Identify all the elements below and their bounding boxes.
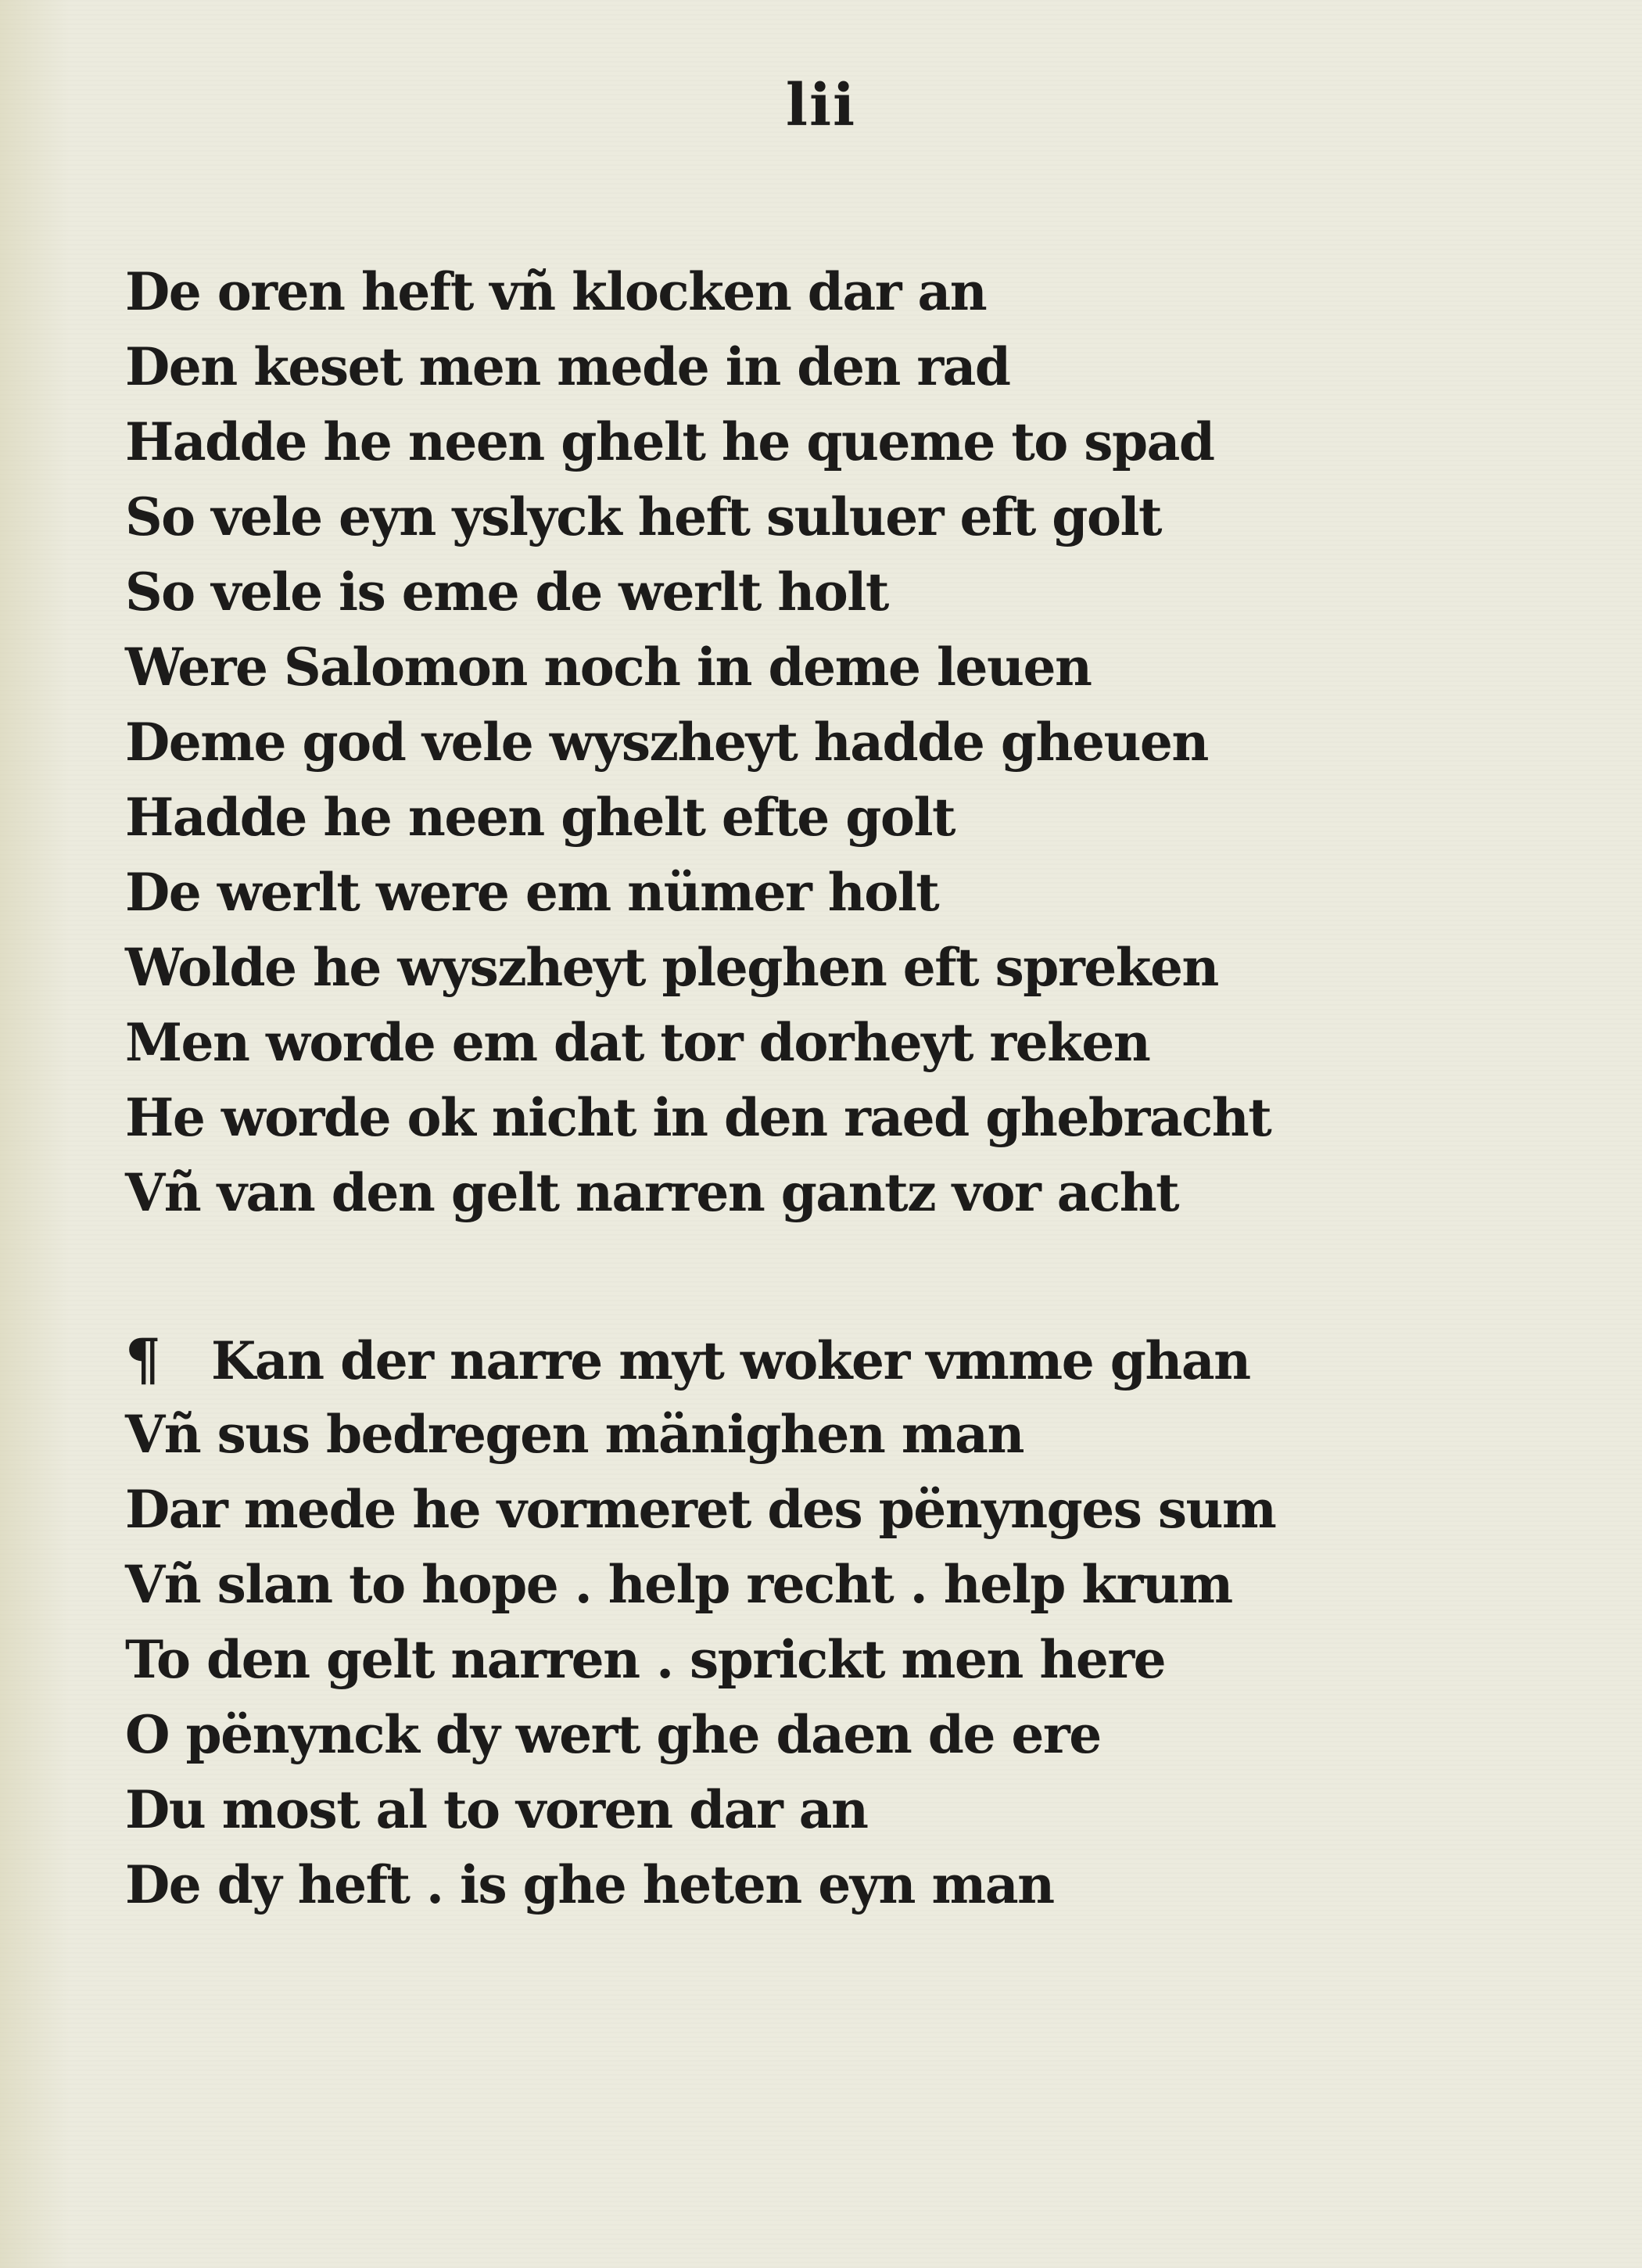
verse-line: Vñ sus bedregen mänighen man [125,1404,1024,1465]
verse-line: Hadde he neen ghelt he queme to spad [125,411,1214,472]
verse-line: Den keset men mede in den rad [125,336,1010,397]
verse-line: De dy heft . is ghe heten eyn man [125,1854,1054,1915]
verse-line: Dar mede he vormeret des pënynges sum [125,1479,1276,1540]
verse-line: To den gelt narren . sprickt men here [125,1629,1166,1690]
verse-line: He worde ok nicht in den raed ghebracht [125,1087,1271,1148]
verse-line: Vñ van den gelt narren gantz vor acht [125,1162,1179,1223]
verse-line: So vele eyn yslyck heft suluer eft golt [125,486,1162,547]
verse-line: Men worde em dat tor dorheyt reken [125,1012,1150,1073]
verse-line: Were Salomon noch in deme leuen [125,637,1092,698]
stanza-one [125,254,1271,1230]
verse-line-text: Kan der narre myt woker vmme ghan [211,1330,1250,1391]
verse-line: De oren heft vñ klocken dar an [125,261,987,322]
verse-line [125,1322,1275,1397]
verse-line: O pënynck dy wert ghe daen de ere [125,1704,1101,1765]
verse-line: Deme god vele wyszheyt hadde gheuen [125,712,1208,773]
verse-line: Vñ slan to hope . help recht . help krum [125,1554,1232,1615]
verse-line: De werlt were em nümer holt [125,862,939,923]
pilcrow-mark: ¶ [125,1326,161,1392]
stanza-two [125,1322,1275,1922]
verse-line: Wolde he wyszheyt pleghen eft spreken [125,937,1218,998]
verse-line: Du most al to voren dar an [125,1779,868,1840]
verse-line: Hadde he neen ghelt efte golt [125,787,955,848]
verse-line: So vele is eme de werlt holt [125,562,888,623]
page-folio-number: lii [785,72,857,139]
